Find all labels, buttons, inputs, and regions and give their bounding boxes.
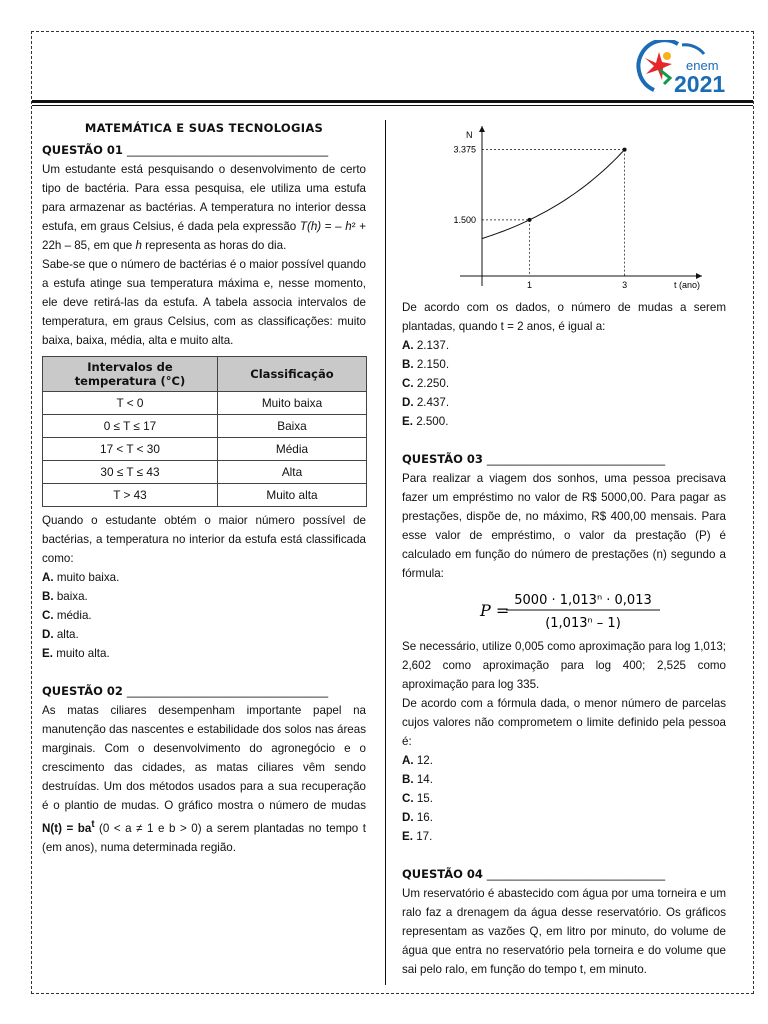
y-tick-label: 3.375: [453, 144, 476, 155]
x-axis-label: t (ano): [674, 280, 701, 290]
x-tick-label: 3: [622, 280, 628, 290]
formula-lhs: P =: [480, 601, 510, 620]
q1-option-d[interactable]: D. alta.: [42, 628, 79, 641]
x-axis-arrow: [696, 273, 702, 279]
table-header: Intervalos de temperatura (°C): [43, 357, 218, 392]
q3-option-c[interactable]: C. 15.: [402, 792, 433, 805]
left-column: [42, 118, 366, 857]
q1-heading: QUESTÃO 01 ___________________________________: [42, 143, 329, 157]
table-cell: 0 ≤ T ≤ 17: [43, 415, 218, 438]
formula-numerator: 5000 · 1,013ⁿ · 0,013: [514, 593, 652, 608]
q3-option-e[interactable]: E. 17.: [402, 830, 433, 843]
q3-option-d[interactable]: D. 16.: [402, 811, 433, 824]
table-row: [43, 461, 367, 484]
table-row: [43, 484, 367, 507]
table-cell: T > 43: [43, 484, 218, 507]
enem-2021-logo: [634, 40, 726, 96]
table-row: [43, 415, 367, 438]
y-axis-arrow: [479, 126, 485, 132]
q3-note: Se necessário, utilize 0,005 como aproximação para log 1,013; 2,602 como aproximação para log 400; 2,525 como aproximação para log 335.: [402, 640, 726, 691]
table-row: [43, 438, 367, 461]
table-cell: Alta: [217, 461, 366, 484]
chart-axes: [460, 126, 702, 286]
y-axis-label: N: [466, 130, 473, 140]
q3-option-a[interactable]: A. 12.: [402, 754, 433, 767]
column-divider: [385, 120, 386, 985]
subject-title: MATEMÁTICA E SUAS TECNOLOGIAS: [84, 121, 324, 135]
svg-text:2021: 2021: [674, 71, 726, 96]
formula-denominator: (1,013ⁿ – 1): [545, 616, 621, 631]
q2-option-a[interactable]: A. 2.137.: [402, 339, 450, 352]
table-cell: T < 0: [43, 392, 218, 415]
q4-heading: QUESTÃO 04 _______________________________: [402, 867, 666, 881]
q1-intro: Um estudante está pesquisando o desenvolvimento de certo tipo de bactéria. Para essa pesquisa, ele utiliza uma estufa para armazenar as bactérias. A temperatura no interior dessa estufa, em graus Celsius, é dada pela expressão T(h) = – h² + 22h – 85, em que h representa as horas do dia.: [42, 163, 366, 252]
q1-paragraph-2: Sabe-se que o número de bactérias é o maior possível quando a estufa atinge sua temperatura máxima e, nesse momento, ele deve retirá-las da estufa. A tabela associa intervalos de temperatura, em graus Celsius, com as classificações: muito baixa, baixa, média, alta e muito alta.: [42, 258, 366, 347]
temperature-classification-table: [42, 356, 367, 507]
header-rule-thick: [32, 100, 753, 103]
table-header: Classificação: [217, 357, 366, 392]
y-tick-label: 1.500: [453, 214, 476, 225]
q2-intro: As matas ciliares desempenham importante papel na manutenção das nascentes e estabilidade dos solos nas áreas marginais. Com o desenvolvimento do agronegócio e o crescimento das cidades, as matas ciliares vêm sendo destruídas. Um dos métodos usados para a sua recuperação é o plantio de mudas. O gráfico mostra o número de mudas $N(t) = ba^t$ (0 < a ≠ 1 e b > 0) a serem plantadas no tempo t (em anos), numa determinada região.: [42, 704, 366, 854]
header-rule-thin: [32, 105, 753, 106]
q2-option-d[interactable]: D. 2.437.: [402, 396, 450, 409]
table-row: [43, 392, 367, 415]
q3-heading: QUESTÃO 03 _______________________________: [402, 452, 666, 466]
installment-formula: [402, 587, 726, 633]
table-cell: Baixa: [217, 415, 366, 438]
q1-option-a[interactable]: A. muito baixa.: [42, 571, 120, 584]
q2-option-c[interactable]: C. 2.250.: [402, 377, 450, 390]
table-cell: Muito baixa: [217, 392, 366, 415]
q1-option-c[interactable]: C. média.: [42, 609, 92, 622]
growth-curve: [482, 150, 625, 239]
q1-option-e[interactable]: E. muito alta.: [42, 647, 110, 660]
q3-intro: Para realizar a viagem dos sonhos, uma pessoa precisava fazer um empréstimo no valor de R$ 5000,00. Para pagar as prestações, dispõe de, no máximo, R$ 400,00 mensais. Para esse valor de empréstimo, o valor da prestação (P) é calculado em função do número de prestações (n) segundo a fórmula:: [402, 472, 726, 580]
q2-option-e[interactable]: E. 2.500.: [402, 415, 449, 428]
x-tick-label: 1: [527, 280, 533, 290]
q3-question: De acordo com a fórmula dada, o menor número de parcelas cujos valores não comprometem o limite definido pela pessoa é:: [402, 697, 726, 748]
table-cell: Média: [217, 438, 366, 461]
q2-heading: QUESTÃO 02 ___________________________________: [42, 684, 329, 698]
q3-option-b[interactable]: B. 14.: [402, 773, 433, 786]
table-cell: Muito alta: [217, 484, 366, 507]
q4-intro: Um reservatório é abastecido com água por uma torneira e um ralo faz a drenagem da água desse reservatório. Os gráficos representam as vazões Q, em litro por minuto, do volume de água que entra no reservatório pela torneira e do volume que sai pelo ralo, em função do tempo t, em minuto.: [402, 887, 726, 976]
table-cell: 17 < T < 30: [43, 438, 218, 461]
table-cell: 30 ≤ T ≤ 43: [43, 461, 218, 484]
q1-question: Quando o estudante obtém o maior número possível de bactérias, a temperatura no interior da estufa está classificada como:: [42, 514, 366, 565]
seedlings-growth-chart: [402, 118, 726, 298]
q2-option-b[interactable]: B. 2.150.: [402, 358, 450, 371]
right-column: [402, 118, 726, 979]
q2-question: De acordo com os dados, o número de mudas a serem plantadas, quando t = 2 anos, é igual a:: [402, 301, 726, 333]
q1-option-b[interactable]: B. baixa.: [42, 590, 88, 603]
svg-text:enem: enem: [686, 58, 719, 73]
